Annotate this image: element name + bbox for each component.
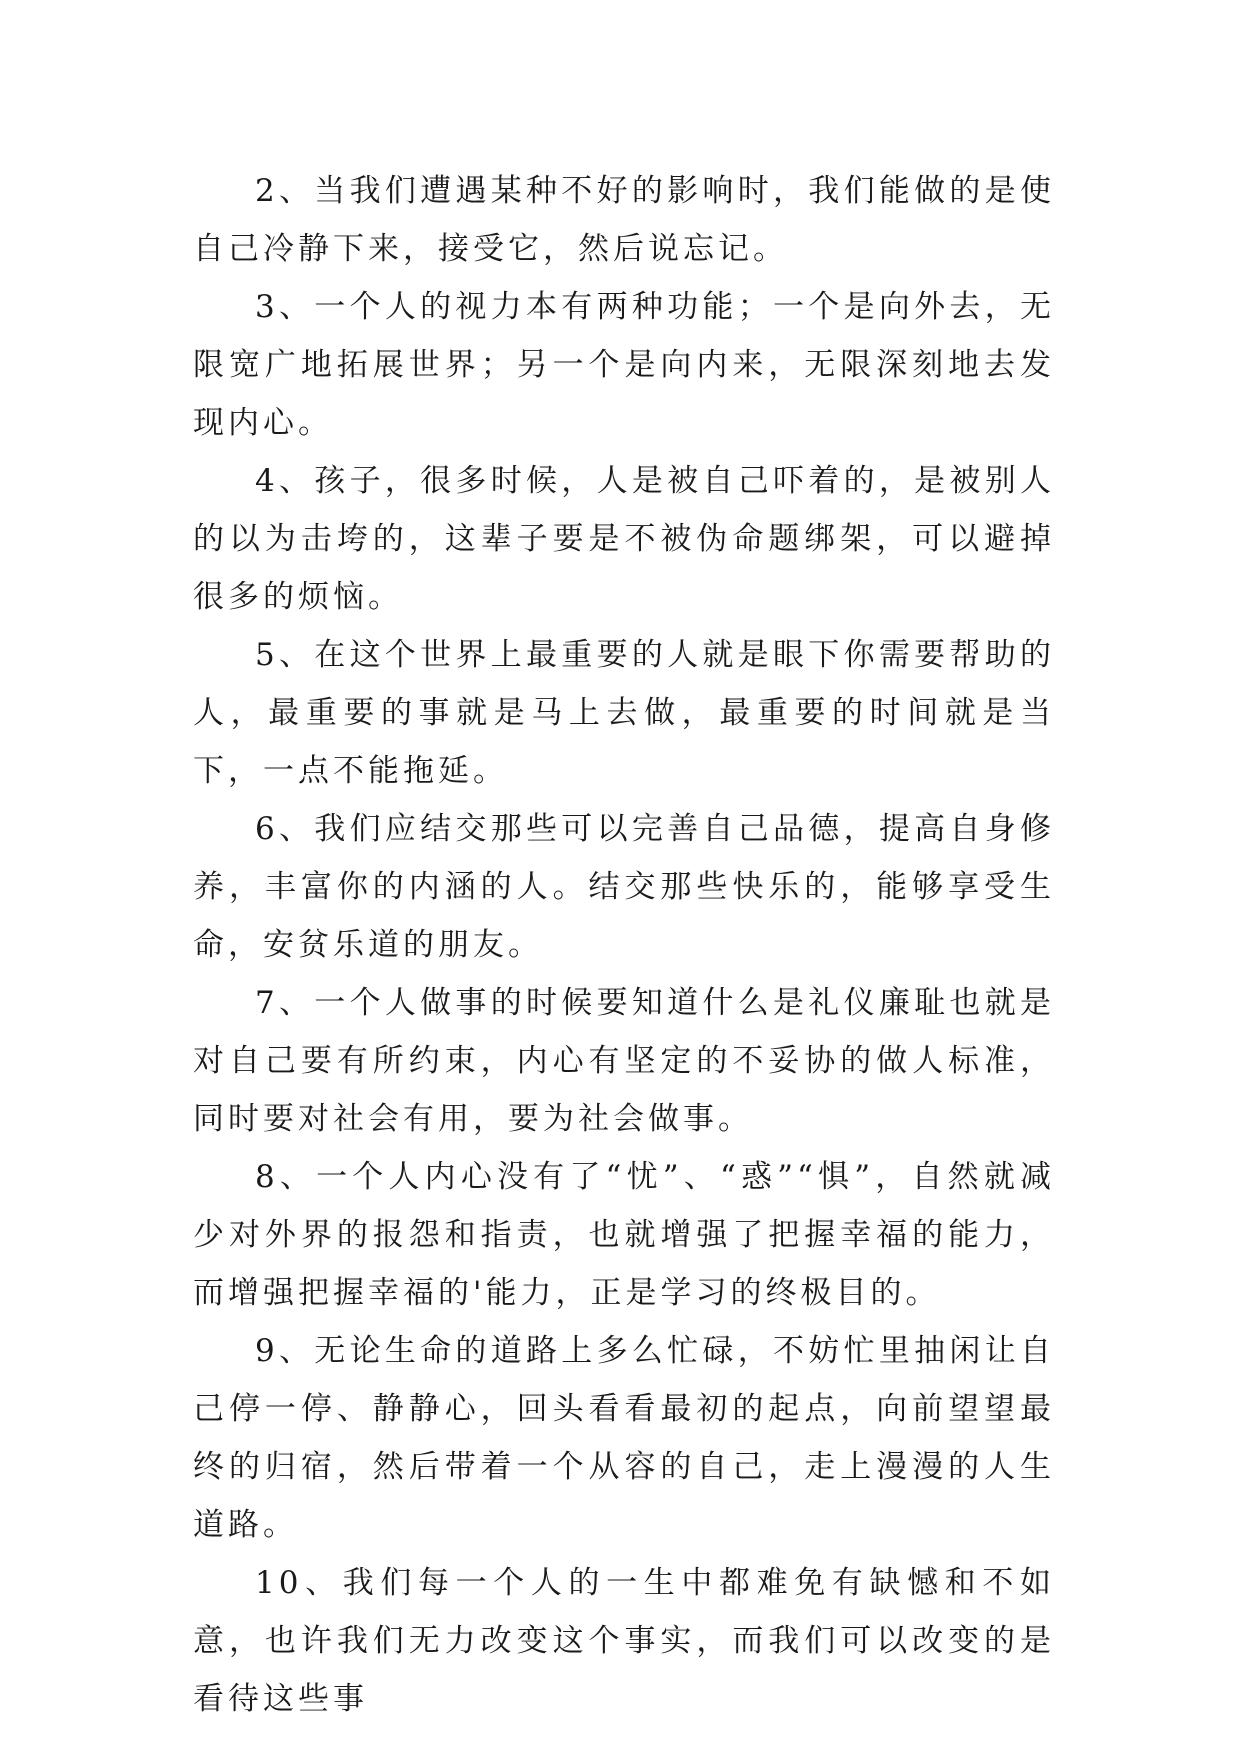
paragraph-4: 4、孩子，很多时候，人是被自己吓着的，是被别人的以为击垮的，这辈子要是不被伪命题绑架，可以避掉很多的烦恼。 — [193, 463, 1055, 615]
paragraph-2: 2、当我们遭遇某种不好的影响时，我们能做的是使自己冷静下来，接受它，然后说忘记。 — [193, 173, 1055, 267]
document-body — [193, 162, 1055, 1728]
paragraph-5: 5、在这个世界上最重要的人就是眼下你需要帮助的人，最重要的事就是马上去做，最重要的时间就是当下，一点不能拖延。 — [193, 637, 1055, 789]
paragraph-3: 3、一个人的视力本有两种功能；一个是向外去，无限宽广地拓展世界；另一个是向内来，无限深刻地去发现内心。 — [193, 289, 1055, 441]
paragraph-8: 8、一个人内心没有了“忧”、“惑”“惧”，自然就减少对外界的报怨和指责，也就增强了把握幸福的能力，而增强把握幸福的'能力，正是学习的终极目的。 — [193, 1159, 1055, 1311]
paragraph-7: 7、一个人做事的时候要知道什么是礼仪廉耻也就是对自己要有所约束，内心有坚定的不妥协的做人标准，同时要对社会有用，要为社会做事。 — [193, 985, 1055, 1137]
paragraph-9: 9、无论生命的道路上多么忙碌，不妨忙里抽闲让自己停一停、静静心，回头看看最初的起点，向前望望最终的归宿，然后带着一个从容的自己，走上漫漫的人生道路。 — [193, 1333, 1055, 1543]
paragraph-10: 10、我们每一个人的一生中都难免有缺憾和不如意，也许我们无力改变这个事实，而我们可以改变的是看待这些事 — [193, 1565, 1055, 1717]
paragraph-6: 6、我们应结交那些可以完善自己品德，提高自身修养，丰富你的内涵的人。结交那些快乐的，能够享受生命，安贫乐道的朋友。 — [193, 811, 1055, 963]
